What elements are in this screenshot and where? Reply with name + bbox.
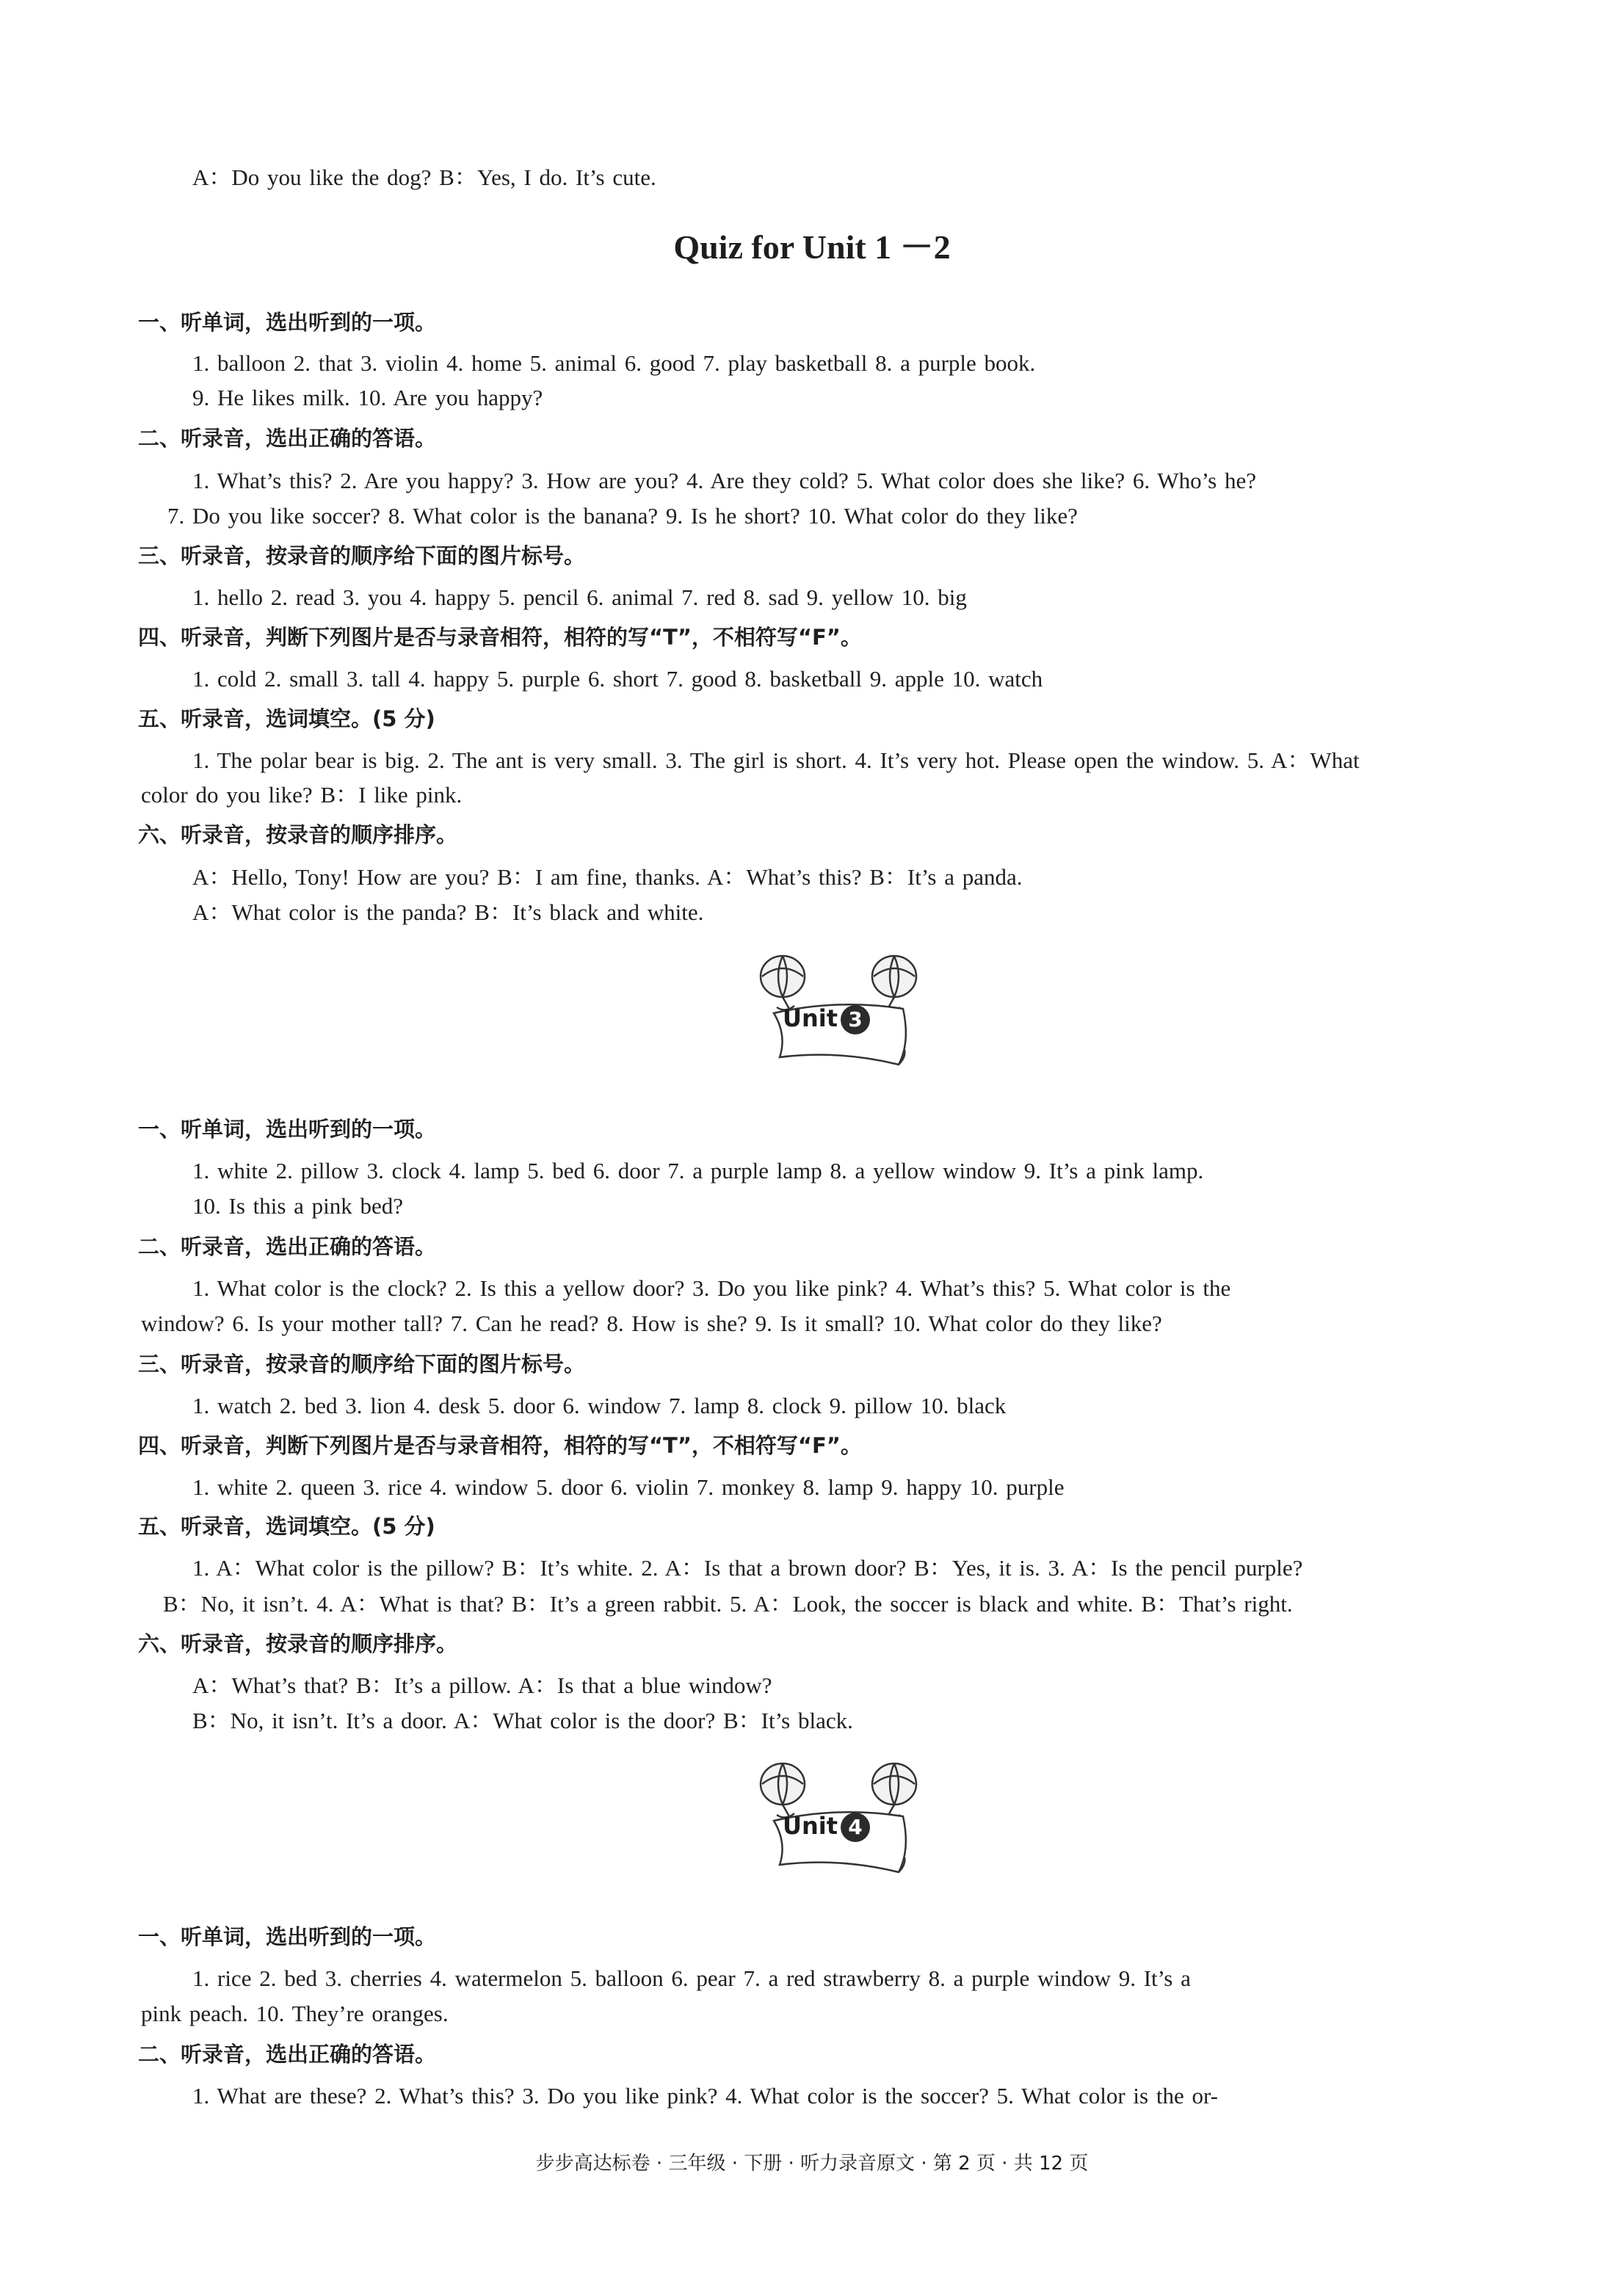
section-line: 1. What are these? 2. What’s this? 3. Do you like pink? 4. What color is the soccer? 5. What color is the or- <box>192 2083 1218 2109</box>
unit-3-title <box>783 1004 870 1034</box>
section-line: 9. He likes milk. 10. Are you happy? <box>192 385 543 410</box>
section-heading: 五、听录音，选词填空。(5 分) <box>138 1514 435 1539</box>
section-line: 1. hello 2. read 3. you 4. happy 5. pencil 6. animal 7. red 8. sad 9. yellow 10. big <box>192 584 967 610</box>
section-heading: 三、听录音，按录音的顺序给下面的图片标号。 <box>138 543 586 568</box>
unit-number-badge: 3 <box>841 1005 870 1034</box>
quiz-title: Quiz for Unit 1 －2 <box>673 228 951 266</box>
unit-label: Unit <box>783 1004 838 1032</box>
section-heading: 四、听录音，判断下列图片是否与录音相符，相符的写“T”，不相符写“F”。 <box>138 1433 862 1458</box>
section-line: A：What color is the panda? B：It’s black and white. <box>192 899 704 925</box>
section-heading: 二、听录音，选出正确的答语。 <box>138 426 437 451</box>
section-line: 1. What’s this? 2. Are you happy? 3. How are you? 4. Are they cold? 5. What color does she like? 6. Who’s he? <box>192 468 1257 493</box>
section-line: A：Hello, Tony! How are you? B：I am fine, thanks. A：What’s this? B：It’s a panda. <box>192 864 1023 890</box>
section-line: 1. white 2. queen 3. rice 4. window 5. door 6. violin 7. monkey 8. lamp 9. happy 10. purple <box>192 1474 1065 1500</box>
section-heading: 一、听单词，选出听到的一项。 <box>138 1117 437 1142</box>
section-line: 1. A：What color is the pillow? B：It’s white. 2. A：Is that a brown door? B：Yes, it is. 3. A：Is the pencil purple? <box>192 1555 1303 1581</box>
section-line: 1. cold 2. small 3. tall 4. happy 5. purple 6. short 7. good 8. basketball 9. apple 10. watch <box>192 666 1043 692</box>
section-line: A：What’s that? B：It’s a pillow. A：Is that a blue window? <box>192 1672 772 1698</box>
unit-3-banner <box>747 947 938 1072</box>
section-line: 1. white 2. pillow 3. clock 4. lamp 5. bed 6. door 7. a purple lamp 8. a yellow window 9. It’s a pink lamp. <box>192 1158 1204 1183</box>
section-line: B：No, it isn’t. 4. A：What is that? B：It’s a green rabbit. 5. A：Look, the soccer is black and white. B：That’s right. <box>163 1591 1293 1617</box>
section-heading: 五、听录音，选词填空。(5 分) <box>138 706 435 731</box>
unit-label: Unit <box>783 1812 838 1840</box>
unit-4-title <box>783 1812 870 1842</box>
section-heading: 六、听录音，按录音的顺序排序。 <box>138 822 458 847</box>
section-heading: 三、听录音，按录音的顺序给下面的图片标号。 <box>138 1352 586 1377</box>
section-heading: 一、听单词，选出听到的一项。 <box>138 1924 437 1949</box>
intro-dialog: A：Do you like the dog? B：Yes, I do. It’s cute. <box>192 164 656 190</box>
section-line: 7. Do you like soccer? 8. What color is the banana? 9. Is he short? 10. What color do they like? <box>167 503 1078 529</box>
section-line: 10. Is this a pink bed? <box>192 1193 404 1219</box>
section-line: B：No, it isn’t. It’s a door. A：What color is the door? B：It’s black. <box>192 1708 853 1733</box>
section-heading: 六、听录音，按录音的顺序排序。 <box>138 1631 458 1656</box>
section-line: 1. The polar bear is big. 2. The ant is very small. 3. The girl is short. 4. It’s very hot. Please open the window. 5. A：What <box>192 747 1360 773</box>
section-line: 1. rice 2. bed 3. cherries 4. watermelon 5. balloon 6. pear 7. a red strawberry 8. a purple window 9. It’s a <box>192 1965 1191 1991</box>
section-line: pink peach. 10. They’re oranges. <box>141 2001 449 2026</box>
section-heading: 二、听录音，选出正确的答语。 <box>138 1234 437 1259</box>
section-line: color do you like? B：I like pink. <box>141 782 463 808</box>
section-heading: 四、听录音，判断下列图片是否与录音相符，相符的写“T”，不相符写“F”。 <box>138 625 862 650</box>
page-footer: 步步高达标卷 · 三年级 · 下册 · 听力录音原文 · 第 2 页 · 共 12 页 <box>535 2153 1089 2175</box>
section-heading: 二、听录音，选出正确的答语。 <box>138 2042 437 2067</box>
section-heading: 一、听单词，选出听到的一项。 <box>138 310 437 335</box>
section-line: 1. watch 2. bed 3. lion 4. desk 5. door 6. window 7. lamp 8. clock 9. pillow 10. black <box>192 1393 1007 1418</box>
section-line: 1. balloon 2. that 3. violin 4. home 5. animal 6. good 7. play basketball 8. a purple book. <box>192 350 1036 376</box>
section-line: 1. What color is the clock? 2. Is this a yellow door? 3. Do you like pink? 4. What’s this? 5. What color is the <box>192 1275 1231 1301</box>
unit-4-banner <box>747 1755 938 1879</box>
unit-number-badge: 4 <box>841 1813 870 1842</box>
section-line: window? 6. Is your mother tall? 7. Can he read? 8. How is she? 9. Is it small? 10. What color do they like? <box>141 1310 1162 1336</box>
